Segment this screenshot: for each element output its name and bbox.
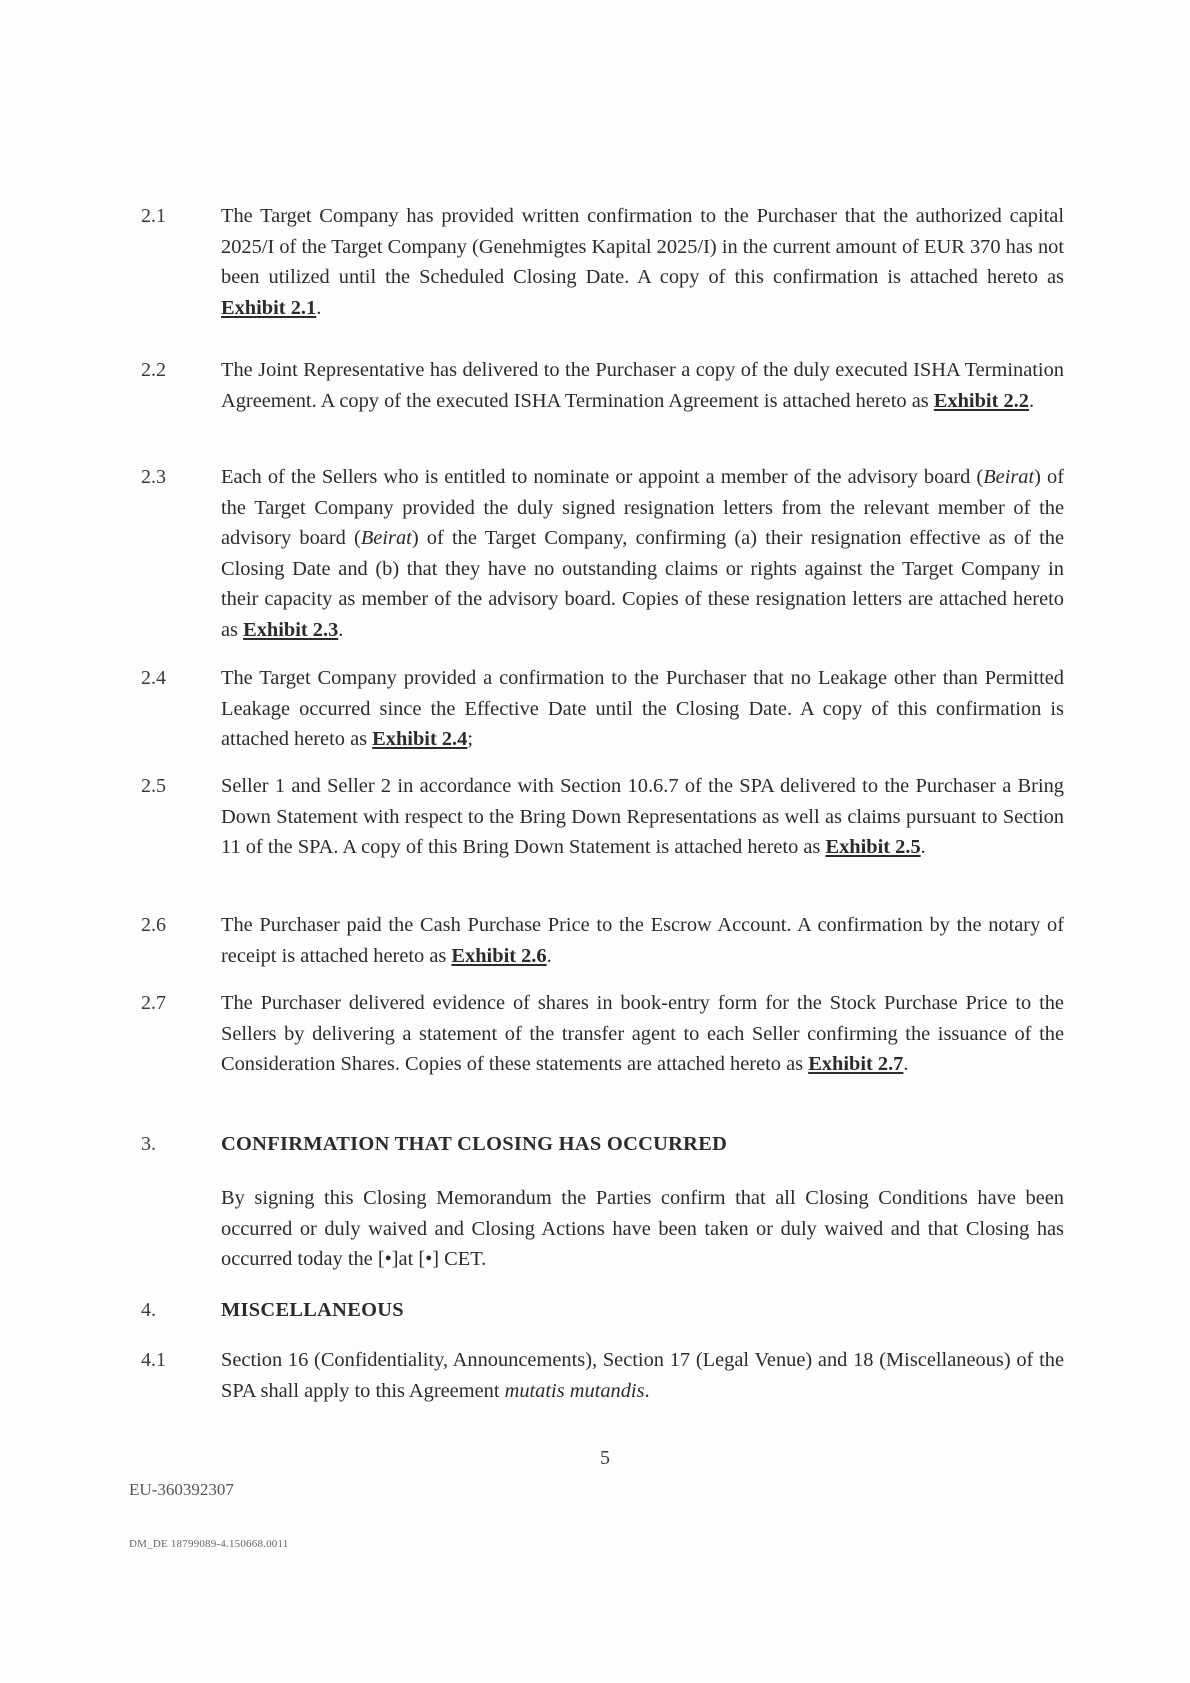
clause-text-part: Section 16 (Confidentiality, Announcements), Section 17 (Legal Venue) and 18 (Miscellaneous) of the SPA shall apply to this Agreement: [221, 1349, 1064, 1402]
exhibit-reference: Exhibit 2.3: [243, 618, 339, 641]
exhibit-reference: Exhibit 2.1: [221, 296, 317, 319]
clause-number: 2.1: [141, 205, 166, 227]
page-number: 5: [600, 1447, 610, 1469]
clause-text-part: .: [1028, 389, 1035, 412]
clause-text-part: ) of the Target Company, confirming (a) their resignation effective as of the Closing Date and (b) that they have no outstanding claims or rights against the Target Company in their capacity as member of the advisory board. Copies of these resignation letters are attached hereto as: [221, 527, 1064, 641]
clause-text: [221, 910, 1064, 971]
section-heading: CONFIRMATION THAT CLOSING HAS OCCURRED: [221, 1133, 728, 1155]
clause-number: 2.5: [141, 775, 166, 797]
dm-reference-id: DM_DE 18799089-4.150668.0011: [129, 1538, 289, 1550]
clause-number: 2.3: [141, 466, 166, 488]
clause-number: 2.4: [141, 667, 166, 689]
section-number: 3.: [141, 1133, 156, 1155]
section-text: By signing this Closing Memorandum the Parties confirm that all Closing Conditions have been occurred or duly waived and Closing Actions have been taken or duly waived and that Closing has occurred today the [•]at [•] CET.: [221, 1187, 1064, 1271]
exhibit-reference: Exhibit 2.4: [372, 728, 468, 751]
exhibit-reference: Exhibit 2.5: [825, 836, 921, 859]
clause-number: 2.6: [141, 914, 166, 936]
italic-term: Beirat: [360, 527, 412, 550]
clause-text-part: The Target Company provided a confirmation to the Purchaser that no Leakage other than Permitted Leakage occurred since the Effective Date until the Closing Date. A copy of this confirmation is attached hereto as: [221, 667, 1064, 751]
clause-text-part: The Target Company has provided written confirmation to the Purchaser that the authorized capital 2025/I of the Target Company (Genehmigtes Kapital 2025/I) in the current amount of EUR 370 has not been utilized until the Scheduled Closing Date. A copy of this confirmation is attached hereto as: [221, 205, 1064, 289]
exhibit-reference: Exhibit 2.2: [933, 389, 1029, 412]
clause-text: [221, 355, 1064, 416]
clause-text: [221, 988, 1064, 1080]
exhibit-reference: Exhibit 2.6: [451, 944, 547, 967]
clause-number: 2.7: [141, 992, 166, 1014]
clause-text: [221, 663, 1064, 755]
italic-term: mutatis mutandis: [504, 1379, 645, 1402]
clause-text-part: .: [903, 1053, 909, 1076]
clause-text-part: .: [920, 836, 926, 859]
clause-text: [221, 462, 1064, 646]
italic-term: Beirat: [983, 466, 1035, 488]
clause-text-part: The Purchaser paid the Cash Purchase Price to the Escrow Account. A confirmation by the notary of receipt is attached hereto as: [221, 914, 1064, 967]
clause-number: 4.1: [141, 1349, 166, 1371]
clause-text: [221, 771, 1064, 863]
document-id: EU-360392307: [129, 1480, 234, 1499]
clause-text: [221, 1345, 1064, 1406]
clause-text-part: ;: [467, 728, 474, 751]
section-heading: MISCELLANEOUS: [221, 1299, 404, 1321]
clause-text-part: The Joint Representative has delivered to the Purchaser a copy of the duly executed ISHA Termination Agreement. A copy of the executed ISHA Termination Agreement is attached hereto as: [221, 359, 1064, 412]
clause-text-part: ) of the Target Company provided the duly signed resignation letters from the relevant member of the advisory board (: [221, 466, 1064, 550]
clause-number: 2.2: [141, 359, 166, 381]
clause-text: [221, 201, 1064, 323]
clause-text-part: .: [316, 296, 322, 319]
clause-text-part: Seller 1 and Seller 2 in accordance with Section 10.6.7 of the SPA delivered to the Purchaser a Bring Down Statement with respect to the Bring Down Representations as well as claims pursuant to Section 11 of the SPA. A copy of this Bring Down Statement is attached hereto as: [221, 775, 1064, 859]
clause-text-part: Each of the Sellers who is entitled to nominate or appoint a member of the advisory board (: [221, 466, 984, 488]
clause-text-part: The Purchaser delivered evidence of shares in book-entry form for the Stock Purchase Price to the Sellers by delivering a statement of the transfer agent to each Seller confirming the issuance of the Consideration Shares. Copies of these statements are attached hereto as: [221, 992, 1064, 1076]
exhibit-reference: Exhibit 2.7: [808, 1053, 904, 1076]
clause-text-part: .: [338, 618, 344, 641]
clause-text-part: .: [644, 1379, 650, 1402]
section-number: 4.: [141, 1299, 156, 1321]
clause-text-part: .: [546, 944, 552, 967]
